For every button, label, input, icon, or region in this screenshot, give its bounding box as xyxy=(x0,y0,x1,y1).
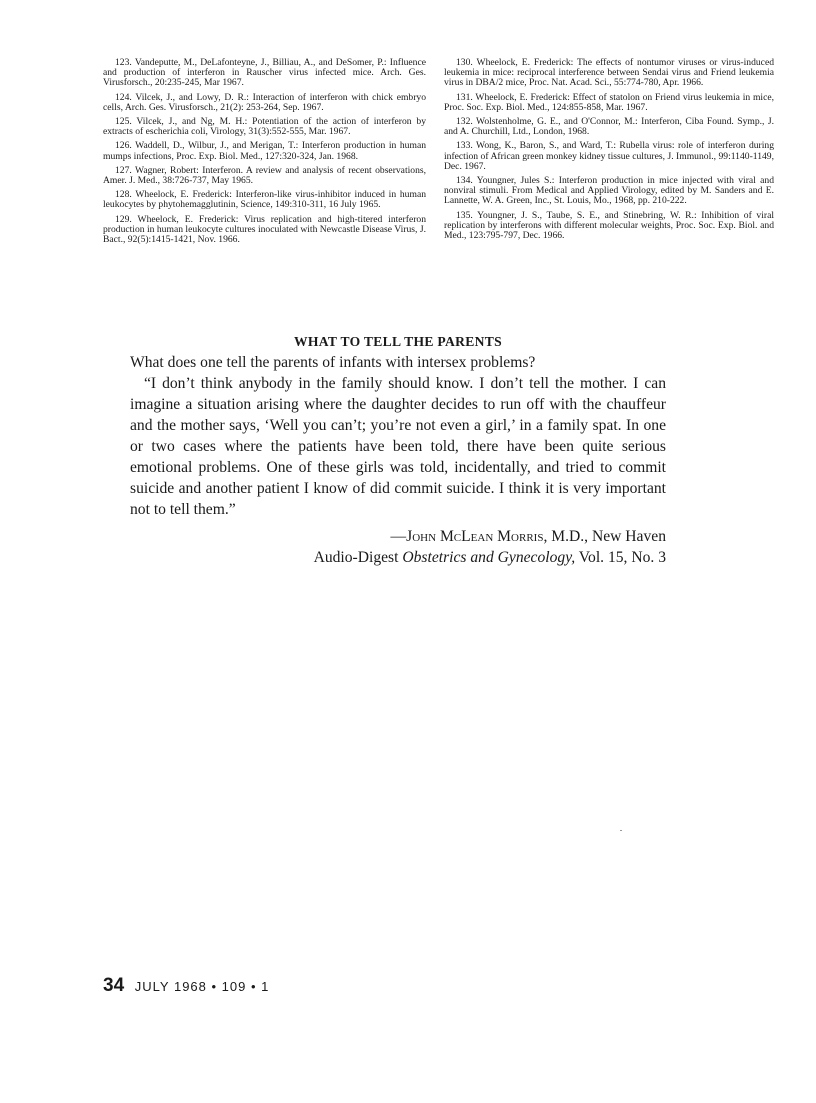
references-right-column xyxy=(444,58,774,245)
quote-attribution xyxy=(130,526,666,547)
reference-125: 125. Vilcek, J., and Ng, M. H.: Potentiation of the action of interferon by extracts of escherichia coli, Virology, 31(3):552-555, Mar. 1967. xyxy=(103,116,426,138)
reference-124: 124. Vilcek, J., and Lowy, D. R.: Interaction of interferon with chick embryo cells, Arch. Ges. Virusforsch., 21(2): 253-264, Sep. 1967. xyxy=(103,91,426,113)
what-to-tell-the-parents-box xyxy=(130,334,666,568)
reference-130: 130. Wheelock, E. Frederick: The effects of nontumor viruses or virus-induced leukemia in mice: reciprocal interference between Sendai virus and Friend leukemia virus in DBA/2 mice, Proc. Nat. Acad. Sci., 55:774-780, Apr. 1966. xyxy=(444,57,774,89)
source-journal: Obstetrics and Gynecology, xyxy=(402,549,576,566)
reference-129: 129. Wheelock, E. Frederick: Virus replication and high-titered interferon production in human leukocyte cultures inoculated with Newcastle Disease Virus, J. Bact., 92(5):1415-1421, Nov. 1966. xyxy=(103,213,426,246)
reference-133: 133. Wong, K., Baron, S., and Ward, T.: Rubella virus: role of interferon during infection of African green monkey kidney tissue cultures, J. Immunol., 99:1140-1149, Dec. 1967. xyxy=(444,140,774,172)
reference-131: 131. Wheelock, E. Frederick: Effect of statolon on Friend virus leukemia in mice, Proc. Soc. Exp. Biol. Med., 124:855-858, Mar. 1967. xyxy=(444,91,774,113)
quote-source xyxy=(130,547,666,568)
source-suffix: Vol. 15, No. 3 xyxy=(575,549,666,566)
source-prefix: Audio-Digest xyxy=(313,549,403,566)
references-left-column xyxy=(103,58,426,249)
reference-127: 127. Wagner, Robert: Interferon. A review and analysis of recent observations, Amer. J. Med., 38:726-737, May 1965. xyxy=(103,164,426,187)
attribution-rest: , M.D., New Haven xyxy=(543,528,666,545)
reference-132: 132. Wolstenholme, G. E., and O'Connor, M.: Interferon, Ciba Found. Symp., J. and A. Churchill, Ltd., London, 1968. xyxy=(444,116,774,138)
attribution-dash: — xyxy=(390,528,407,545)
page-number: 34 xyxy=(103,975,125,996)
reference-128: 128. Wheelock, E. Frederick: Interferon-like virus-inhibitor induced in human leukocytes by phytohemagglutinin, Science, 149:310-311, 16 July 1965. xyxy=(103,189,426,211)
box-quote: “I don’t think anybody in the family should know. I don’t tell the mother. I can imagine a situation arising where the daughter decides to run off with the chauffeur and the mother says, ‘Well you can’t; you’re not even a girl,’ in a family spat. In one or two cases where the patients have been told, there have been quite serious emotional problems. One of these girls was told, incidentally, and tried to commit suicide and another patient I know of did commit suicide. I think it is very important not to tell them.” xyxy=(130,375,666,518)
reference-126: 126. Waddell, D., Wilbur, J., and Merigan, T.: Interferon production in human mumps infections, Proc. Exp. Biol. Med., 127:320-324, Jan. 1968. xyxy=(103,140,426,162)
box-question: What does one tell the parents of infants with intersex problems? xyxy=(130,354,536,371)
issue-info: JULY 1968 • 109 • 1 xyxy=(134,979,270,994)
box-heading: WHAT TO TELL THE PARENTS xyxy=(294,334,502,349)
attribution-name: John McLean Morris xyxy=(406,528,544,545)
reference-123: 123. Vandeputte, M., DeLafonteyne, J., Billiau, A., and DeSomer, P.: Influence and production of interferon in Rauscher virus infected mice. Arch. Ges. Virusforsch., 20:235-245, Mar 1967. xyxy=(103,57,426,89)
page-footer xyxy=(103,975,269,997)
reference-135: 135. Youngner, J. S., Taube, S. E., and Stinebring, W. R.: Inhibition of viral replication by interferons with different molecular weights, Proc. Soc. Exp. Biol. and Med., 123:795-797, Dec. 1966. xyxy=(444,209,774,242)
print-speck xyxy=(620,830,622,831)
reference-134: 134. Youngner, Jules S.: Interferon production in mice injected with viral and nonviral stimuli. From Medical and Applied Virology, edited by M. Sanders and E. Lannette, W. A. Green, Inc., St. Louis, Mo., 1968, pp. 210-222. xyxy=(444,175,774,207)
